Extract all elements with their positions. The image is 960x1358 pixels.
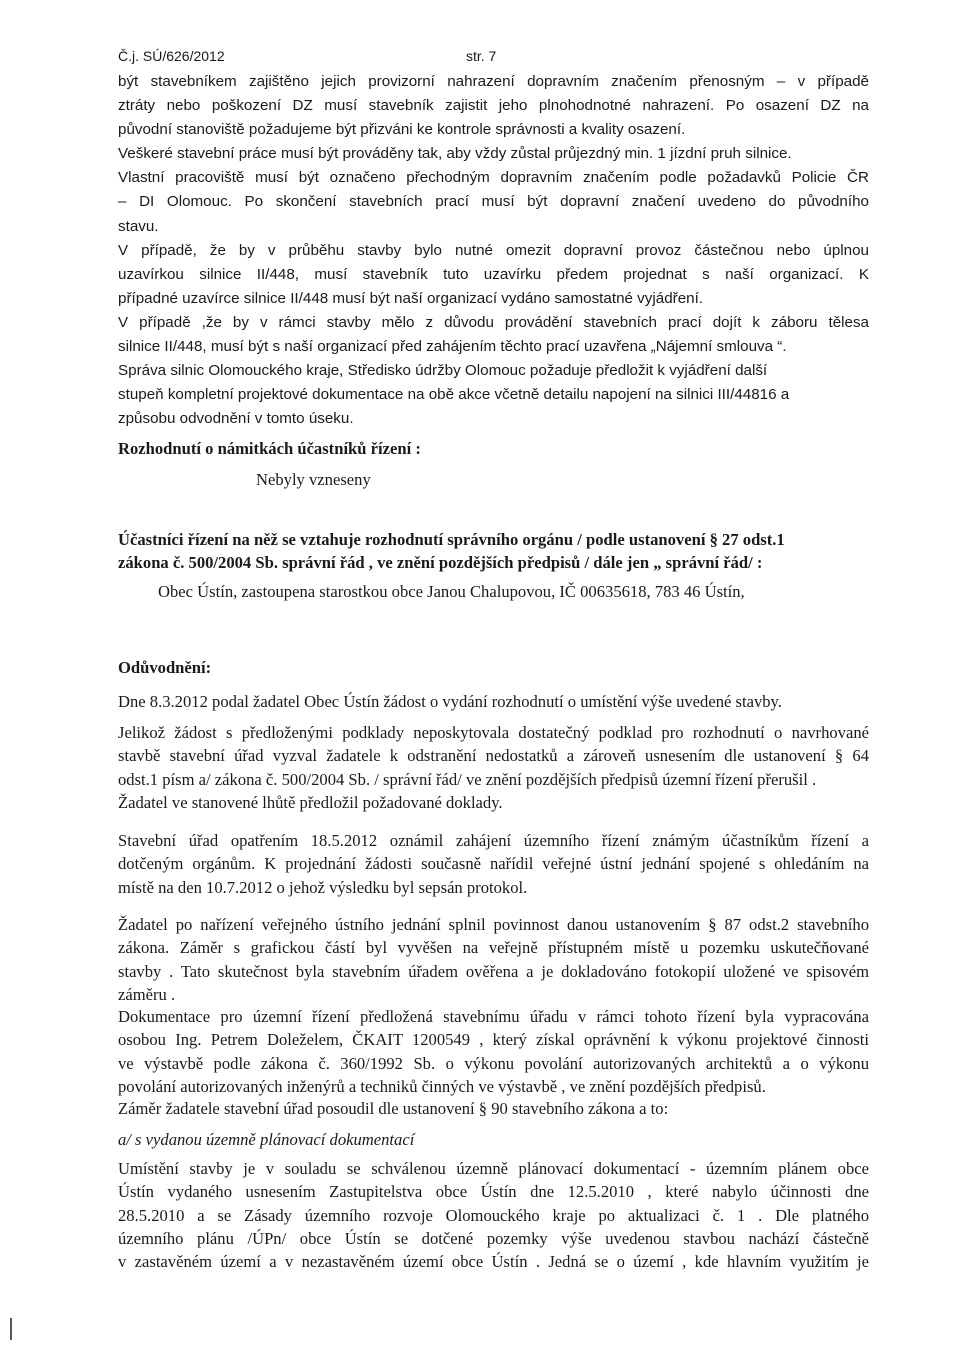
text-line: případné uzavírce silnice II/448 musí být naší organizací vydáno samostatné vyjádření. [118,289,704,307]
text-line: stavby . Tato skutečnost byla stavebním úřadem ověřena a je dokladováno fotokopií uložené ve spisovém [118,961,869,981]
text-line: ve výstavbě podle zákona č. 360/1992 Sb. o výkonu povolání autorizovaných architektů a o výkonu [118,1053,869,1073]
text-line: osobou Ing. Petrem Doleželem, ČKAIT 1200549 , který získal oprávnění k výkonu projektové činnosti [118,1030,869,1050]
text-line: Správa silnic Olomouckého kraje, Středisko údržby Olomouc požaduje předložit k vyjádření další [118,362,768,380]
reasoning-paragraph-5 [118,1005,869,1098]
text-line: zákona. Záměr s grafickou částí byl vyvěšen na veřejně přístupném místě u pozemku uskutečňované [118,938,869,958]
text-line: – DI Olomouc. Po skončení stavebních prací musí být dopravní značení uvedeno do původního [118,193,869,211]
subsection-heading: a/ s vydanou územně plánovací dokumentací [118,1130,415,1149]
text-line: ztráty nebo poškození DZ musí stavebník zajistit jeho plnohodnotné nahrazení. Po osazení DZ na [118,97,869,115]
text-line: Dokumentace pro územní řízení předložená stavebnímu úřadu v rámci tohoto řízení byla vypracována [118,1007,869,1026]
page-number: str. 7 [466,48,497,64]
text-line: být stavebníkem zajištěno jejich provizorní nahrazení dopravním značením přenosným – v případě [118,73,869,90]
text-line: stavbě stavební úřad vyzval žadatele k odstranění nedostatků a zároveň usnesením dle ustanovení § 64 [118,746,869,766]
text-line: silnice II/448, musí být s naší organizací před zahájením těchto prací uzavřena „Nájemní smlouva “. [118,338,787,356]
text-line: původní stanoviště požadujeme být přizváni ke kontrole správnosti a kvality osazení. [118,121,686,139]
objections-text [256,468,656,491]
reasoning-paragraph-7 [118,1157,869,1273]
text-line: V případě, že by v průběhu stavby bylo nutné omezit dopravní provoz částečnou nebo úplnou [118,241,869,259]
text-line: uzavírkou silnice II/448, musí stavebník tuto uzavírku předem projednat s naší organizací. K [118,265,869,283]
text-line: Žadatel po nařízení veřejného ústního jednání splnil povinnost danou ustanovením § 87 odst.2 stavebního [118,915,869,934]
text-line: způsobu odvodnění v tomto úseku. [118,410,354,428]
text-line: Dne 8.3.2012 podal žadatel Obec Ústín žádost o vydání rozhodnutí o umístění výše uvedené stavby. [118,692,782,711]
text-line: Žadatel ve stanovené lhůtě předložil požadované doklady. [118,792,503,812]
reasoning-heading [118,656,869,679]
document-reference-number: Č.j. SÚ/626/2012 [118,48,225,64]
reasoning-paragraph-3 [118,829,869,899]
text-line: povolání autorizovaných inženýrů a techniků činných ve výstavbě , ve znění pozdějších předpisů. [118,1076,766,1096]
text-line: Vlastní pracoviště musí být označeno přechodným dopravním značením podle požadavků Policie ČR [118,169,869,187]
participants-heading [118,528,869,574]
text-line: V případě ,že by v rámci stavby mělo z důvodu provádění stavebních prací dojít k záboru tělesa [118,313,869,331]
text-line: 28.5.2010 a se Zásady územního rozvoje Olomouckého kraje po aktualizaci č. 1 . Dle platného [118,1205,869,1225]
text-line: stupeň kompletní projektové dokumentace na obě akce včetně detailu napojení na silnici III/44816 a [118,386,790,404]
text-line: dotčeným orgánům. K projednání žádosti současně nařídil veřejné ústní jednání spojené s ohledáním na [118,854,869,874]
text-line: Záměr žadatele stavební úřad posoudil dle ustanovení § 90 stavebního zákona a to: [118,1099,669,1118]
participant-entry [158,580,858,603]
text-line: stavu. [118,217,159,235]
traffic-conditions-text [118,70,869,431]
section-heading: Odůvodnění: [118,658,212,677]
reasoning-paragraph-4 [118,913,869,1006]
reasoning-subheading [118,1128,869,1151]
text-line: Obec Ústín, zastoupena starostkou obce Janou Chalupovou, IČ 00635618, 783 46 Ústín, [158,582,745,601]
section-heading: Rozhodnutí o námitkách účastníků řízení : [118,439,421,458]
section-heading: Účastníci řízení na něž se vztahuje rozhodnutí správního orgánu / podle ustanovení § 27 odst.1 [118,530,785,549]
text-line: územního plánu /ÚPn/ obce Ústín se dotčené pozemky výše uvedenou stavbou nachází částečně [118,1228,869,1248]
text-line: Umístění stavby je v souladu se schválenou územně plánovací dokumentací - územním plánem obce [118,1159,869,1178]
scan-edge-mark [10,1318,12,1340]
objections-heading [118,437,869,460]
text-line: odst.1 písm a/ zákona č. 500/2004 Sb. / správní řád/ ve znění pozdějších předpisů územní řízení přerušil . [118,769,817,789]
text-line: v zastavěném území a v nezastavěném území obce Ústín . Jedná se o území , kde hlavním využitím je [118,1252,869,1272]
text-line: Ústín vydaného usnesením Zastupitelstva obce Ústín dne 12.5.2010 , které nabylo účinnosti dne [118,1182,869,1202]
text-line: Nebyly vzneseny [256,470,371,489]
text-line: místě na den 10.7.2012 o jehož výsledku byl sepsán protokol. [118,877,528,897]
section-heading: zákona č. 500/2004 Sb. správní řád , ve znění pozdějších předpisů / dále jen „ správní řád/ : [118,553,763,572]
text-line: Veškeré stavební práce musí být prováděny tak, aby vždy zůstal průjezdný min. 1 jízdní pruh silnice. [118,145,792,163]
text-line: Jelikož žádost s předloženými podklady neposkytovala dostatečný podklad pro rozhodnutí o navrhované [118,723,869,742]
text-line: Stavební úřad opatřením 18.5.2012 oznámil zahájení územního řízení známým účastníkům řízení a [118,831,869,850]
text-line: záměru . [118,984,176,1004]
reasoning-paragraph-2 [118,721,869,814]
reasoning-paragraph-6 [118,1097,869,1120]
reasoning-paragraph-1 [118,690,869,713]
